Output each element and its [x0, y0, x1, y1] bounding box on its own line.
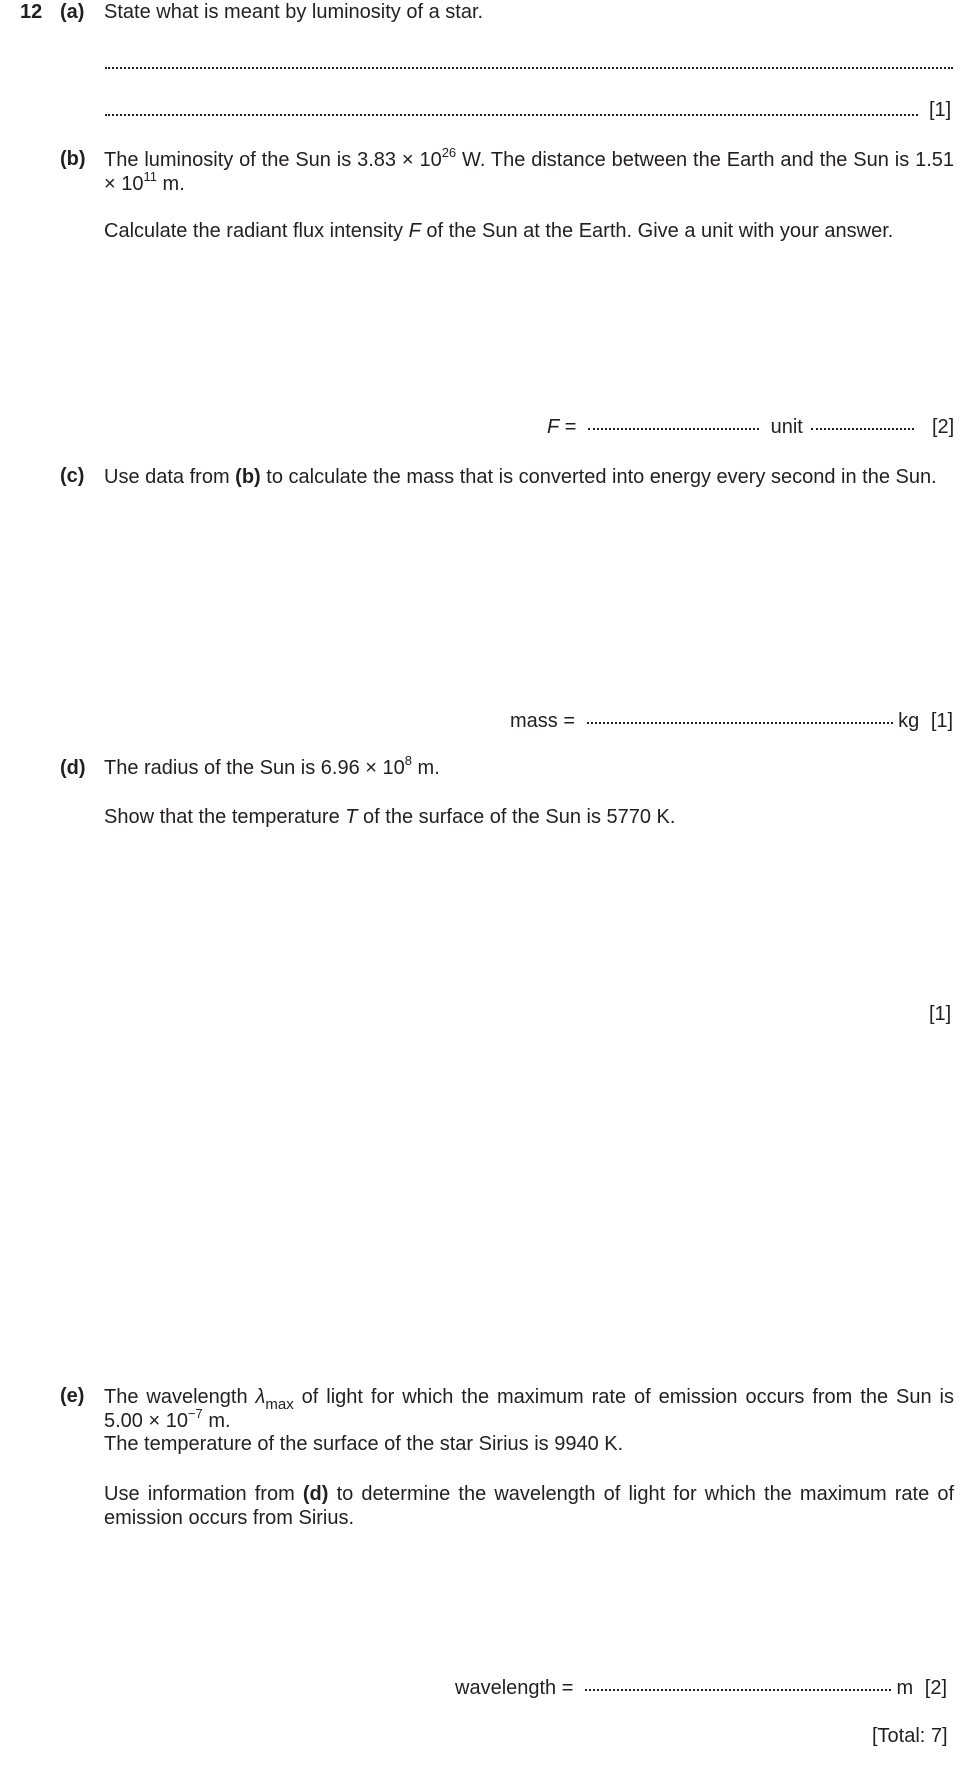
unit-label: unit — [770, 416, 803, 438]
part-b-exponent-2: 11 — [143, 169, 157, 184]
part-b-text: The luminosity of the Sun is $3.83 \times 10^{26}$ W. The distance between the Earth and the Sun is $1.51 \times 10^{11}$ m. — [104, 145, 954, 195]
answer-line-a2[interactable] — [105, 114, 918, 116]
part-b-exponent-1: 26 — [441, 145, 457, 160]
part-a-text: State what is meant by luminosity of a star. — [104, 1, 484, 23]
answer-line-a1[interactable] — [105, 67, 953, 69]
part-e-instruction: Use information from (d) to determine the wavelength of light for which the maximum rate of emission occurs from Sirius. — [104, 1483, 954, 1529]
part-a-label: (a) — [60, 1, 85, 23]
part-c-marks: [1] — [930, 710, 954, 732]
mass-answer-field[interactable] — [587, 722, 893, 724]
part-d-label: (d) — [60, 757, 86, 779]
question-number: 12 — [20, 1, 43, 23]
part-d-exponent: 8 — [404, 753, 412, 768]
wavelength-label: wavelength = — [455, 1677, 574, 1699]
part-c-answer-row — [510, 710, 953, 733]
part-e-label: (e) — [60, 1385, 85, 1407]
part-c-label: (c) — [60, 465, 85, 487]
wavelength-answer-field[interactable] — [585, 1689, 891, 1691]
part-b-instruction: Calculate the radiant flux intensity F of the Sun at the Earth. Give a unit with your answer. — [104, 220, 894, 242]
part-c-text: Use data from (b) to calculate the mass that is converted into energy every second in the Sun. — [104, 466, 937, 488]
wavelength-unit: m — [896, 1677, 914, 1699]
mass-label: mass = — [510, 710, 576, 732]
part-e-marks: [2] — [924, 1677, 948, 1699]
part-e-answer-row — [455, 1677, 947, 1700]
part-e-sirius-text: The temperature of the surface of the star Sirius is 9940 K. — [104, 1433, 624, 1455]
lambda-subscript: max — [265, 1396, 294, 1413]
question-total: [Total: 7] — [872, 1725, 948, 1747]
part-e-exponent: −7 — [187, 1406, 203, 1421]
f-answer-field[interactable] — [588, 428, 759, 430]
part-b-answer-row: F = unit [2] — [547, 416, 955, 438]
unit-answer-field[interactable] — [811, 428, 914, 430]
part-d-instruction: Show that the temperature T of the surface of the Sun is 5770 K. — [104, 806, 676, 828]
part-b-answer-var: F — [547, 416, 560, 438]
part-b-marks: [2] — [931, 416, 955, 438]
part-d-marks: [1] — [929, 1003, 952, 1025]
lambda-symbol: λ — [255, 1386, 266, 1408]
mass-unit: kg — [898, 710, 920, 732]
part-a-marks: [1] — [929, 99, 952, 121]
part-d-text: The radius of the Sun is $6.96 \times 10^8$ m. — [104, 753, 440, 779]
part-b-label: (b) — [60, 148, 86, 170]
part-e-text: The wavelength $\lambda_{max}$ of light for which the maximum rate of emission occurs from the Sun is $5.00 \times 10^{-7}$ m. — [104, 1386, 954, 1432]
